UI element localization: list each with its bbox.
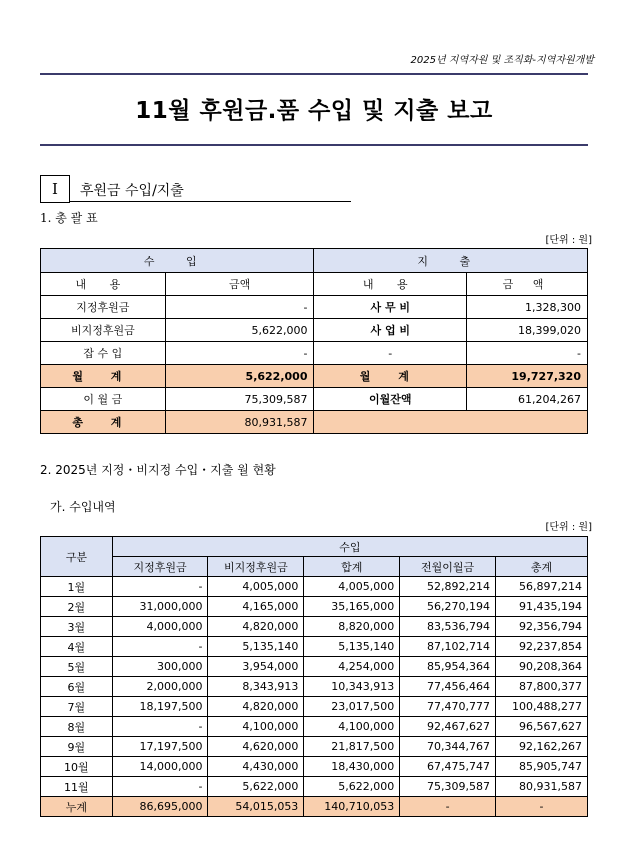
table-row — [41, 737, 588, 757]
cell-undesignated: 4,820,000 — [208, 617, 304, 637]
table-row — [41, 757, 588, 777]
cell-total: 85,905,747 — [496, 757, 588, 777]
summary-unit: [단위 : 원] — [545, 235, 592, 246]
cell-carry: 77,470,777 — [400, 697, 496, 717]
month-total-income-amount: 5,622,000 — [165, 365, 314, 388]
monthly-table — [40, 536, 588, 817]
month-total-expense-amount: 19,727,320 — [467, 365, 588, 388]
expense-amount: - — [467, 342, 588, 365]
cumulative-undesignated: 54,015,053 — [208, 797, 304, 817]
income-amount: 5,622,000 — [165, 319, 314, 342]
cell-designated: 17,197,500 — [112, 737, 208, 757]
cell-month: 6월 — [41, 677, 113, 697]
col-sum: 합계 — [304, 557, 400, 577]
summary-row — [41, 296, 588, 319]
carryover-expense-label: 이월잔액 — [314, 388, 467, 411]
cell-sum: 4,254,000 — [304, 657, 400, 677]
income-header: 수 입 — [41, 249, 314, 273]
cell-sum: 4,005,000 — [304, 577, 400, 597]
carryover-row — [41, 388, 588, 411]
cell-undesignated: 4,620,000 — [208, 737, 304, 757]
cell-sum: 35,165,000 — [304, 597, 400, 617]
cell-month: 8월 — [41, 717, 113, 737]
cell-carry: 77,456,464 — [400, 677, 496, 697]
cell-undesignated: 4,820,000 — [208, 697, 304, 717]
carryover-income-amount: 75,309,587 — [165, 388, 314, 411]
monthly-unit: [단위 : 원] — [545, 522, 592, 533]
cumulative-label: 누계 — [41, 797, 113, 817]
top-rule — [40, 73, 588, 75]
cell-total: 100,488,277 — [496, 697, 588, 717]
cell-carry: 92,467,627 — [400, 717, 496, 737]
table-row — [41, 677, 588, 697]
cell-undesignated: 4,430,000 — [208, 757, 304, 777]
cell-month: 1월 — [41, 577, 113, 597]
cell-sum: 21,817,500 — [304, 737, 400, 757]
cell-month: 11월 — [41, 777, 113, 797]
cell-total: 96,567,627 — [496, 717, 588, 737]
cell-carry: 70,344,767 — [400, 737, 496, 757]
cell-month: 5월 — [41, 657, 113, 677]
cell-carry: 56,270,194 — [400, 597, 496, 617]
table-row — [41, 617, 588, 637]
cell-designated: - — [112, 637, 208, 657]
cumulative-designated: 86,695,000 — [112, 797, 208, 817]
col-amount-expense: 금 액 — [467, 273, 588, 296]
income-label: 비지정후원금 — [41, 319, 166, 342]
cell-total: 80,931,587 — [496, 777, 588, 797]
cell-month: 4월 — [41, 637, 113, 657]
col-income-group: 수입 — [112, 537, 587, 557]
cell-undesignated: 5,135,140 — [208, 637, 304, 657]
cell-sum: 5,622,000 — [304, 777, 400, 797]
cell-designated: 18,197,500 — [112, 697, 208, 717]
cell-month: 9월 — [41, 737, 113, 757]
cell-designated: 2,000,000 — [112, 677, 208, 697]
col-carry: 전월이월금 — [400, 557, 496, 577]
expense-amount: 1,328,300 — [467, 296, 588, 319]
summary-row — [41, 342, 588, 365]
cell-total: 92,237,854 — [496, 637, 588, 657]
title-rule — [40, 144, 588, 146]
cell-sum: 23,017,500 — [304, 697, 400, 717]
cell-sum: 5,135,140 — [304, 637, 400, 657]
cell-undesignated: 3,954,000 — [208, 657, 304, 677]
month-total-row — [41, 365, 588, 388]
cell-carry: 67,475,747 — [400, 757, 496, 777]
monthly-heading: 2. 2025년 지정・비지정 수입・지출 월 현황 — [40, 463, 276, 477]
cell-sum: 18,430,000 — [304, 757, 400, 777]
cell-undesignated: 8,343,913 — [208, 677, 304, 697]
cumulative-total: - — [496, 797, 588, 817]
summary-row — [41, 319, 588, 342]
cell-carry: 75,309,587 — [400, 777, 496, 797]
cell-undesignated: 4,165,000 — [208, 597, 304, 617]
carryover-expense-amount: 61,204,267 — [467, 388, 588, 411]
cell-sum: 8,820,000 — [304, 617, 400, 637]
cell-undesignated: 4,100,000 — [208, 717, 304, 737]
section-title: 후원금 수입/지출 — [80, 183, 184, 199]
income-amount: - — [165, 296, 314, 319]
cell-total: 92,162,267 — [496, 737, 588, 757]
cell-carry: 83,536,794 — [400, 617, 496, 637]
table-row — [41, 577, 588, 597]
col-month: 구분 — [41, 537, 113, 577]
section-number: Ⅰ — [40, 175, 70, 203]
cell-sum: 10,343,913 — [304, 677, 400, 697]
col-content-income: 내 용 — [41, 273, 166, 296]
cumulative-carry: - — [400, 797, 496, 817]
col-amount-income: 금액 — [165, 273, 314, 296]
col-content-expense: 내 용 — [314, 273, 467, 296]
expense-header: 지 출 — [314, 249, 588, 273]
cumulative-sum: 140,710,053 — [304, 797, 400, 817]
cell-month: 10월 — [41, 757, 113, 777]
col-total: 총계 — [496, 557, 588, 577]
table-row — [41, 717, 588, 737]
cell-total: 56,897,214 — [496, 577, 588, 597]
cell-total: 91,435,194 — [496, 597, 588, 617]
cell-designated: - — [112, 777, 208, 797]
month-total-income-label: 월 계 — [41, 365, 166, 388]
expense-label: 사 무 비 — [314, 296, 467, 319]
col-undesignated: 비지정후원금 — [208, 557, 304, 577]
grand-total-blank — [314, 411, 588, 434]
table-row — [41, 697, 588, 717]
cell-carry: 85,954,364 — [400, 657, 496, 677]
grand-total-label: 총 계 — [41, 411, 166, 434]
expense-amount: 18,399,020 — [467, 319, 588, 342]
cell-month: 3월 — [41, 617, 113, 637]
cell-carry: 87,102,714 — [400, 637, 496, 657]
income-label: 잡 수 입 — [41, 342, 166, 365]
table-row — [41, 637, 588, 657]
cell-month: 7월 — [41, 697, 113, 717]
cell-undesignated: 5,622,000 — [208, 777, 304, 797]
cumulative-row — [41, 797, 588, 817]
section-underline — [70, 201, 351, 202]
cell-sum: 4,100,000 — [304, 717, 400, 737]
cell-total: 90,208,364 — [496, 657, 588, 677]
table-row — [41, 777, 588, 797]
page-title: 11월 후원금.품 수입 및 지출 보고 — [135, 98, 493, 124]
col-designated: 지정후원금 — [112, 557, 208, 577]
cell-designated: - — [112, 577, 208, 597]
cell-undesignated: 4,005,000 — [208, 577, 304, 597]
expense-label: 사 업 비 — [314, 319, 467, 342]
grand-total-amount: 80,931,587 — [165, 411, 314, 434]
cell-month: 2월 — [41, 597, 113, 617]
cell-designated: 4,000,000 — [112, 617, 208, 637]
grand-total-row — [41, 411, 588, 434]
carryover-income-label: 이 월 금 — [41, 388, 166, 411]
cell-total: 87,800,377 — [496, 677, 588, 697]
header-note: 2025년 지역자원 및 조직화-지역자원개발 — [410, 55, 594, 66]
cell-total: 92,356,794 — [496, 617, 588, 637]
cell-designated: 300,000 — [112, 657, 208, 677]
cell-designated: 14,000,000 — [112, 757, 208, 777]
expense-label: - — [314, 342, 467, 365]
cell-designated: 31,000,000 — [112, 597, 208, 617]
summary-heading: 1. 총 괄 표 — [40, 211, 98, 225]
month-total-expense-label: 월 계 — [314, 365, 467, 388]
income-label: 지정후원금 — [41, 296, 166, 319]
income-amount: - — [165, 342, 314, 365]
cell-carry: 52,892,214 — [400, 577, 496, 597]
cell-designated: - — [112, 717, 208, 737]
monthly-subheading: 가. 수입내역 — [50, 500, 116, 514]
table-row — [41, 657, 588, 677]
summary-table — [40, 248, 588, 434]
table-row — [41, 597, 588, 617]
